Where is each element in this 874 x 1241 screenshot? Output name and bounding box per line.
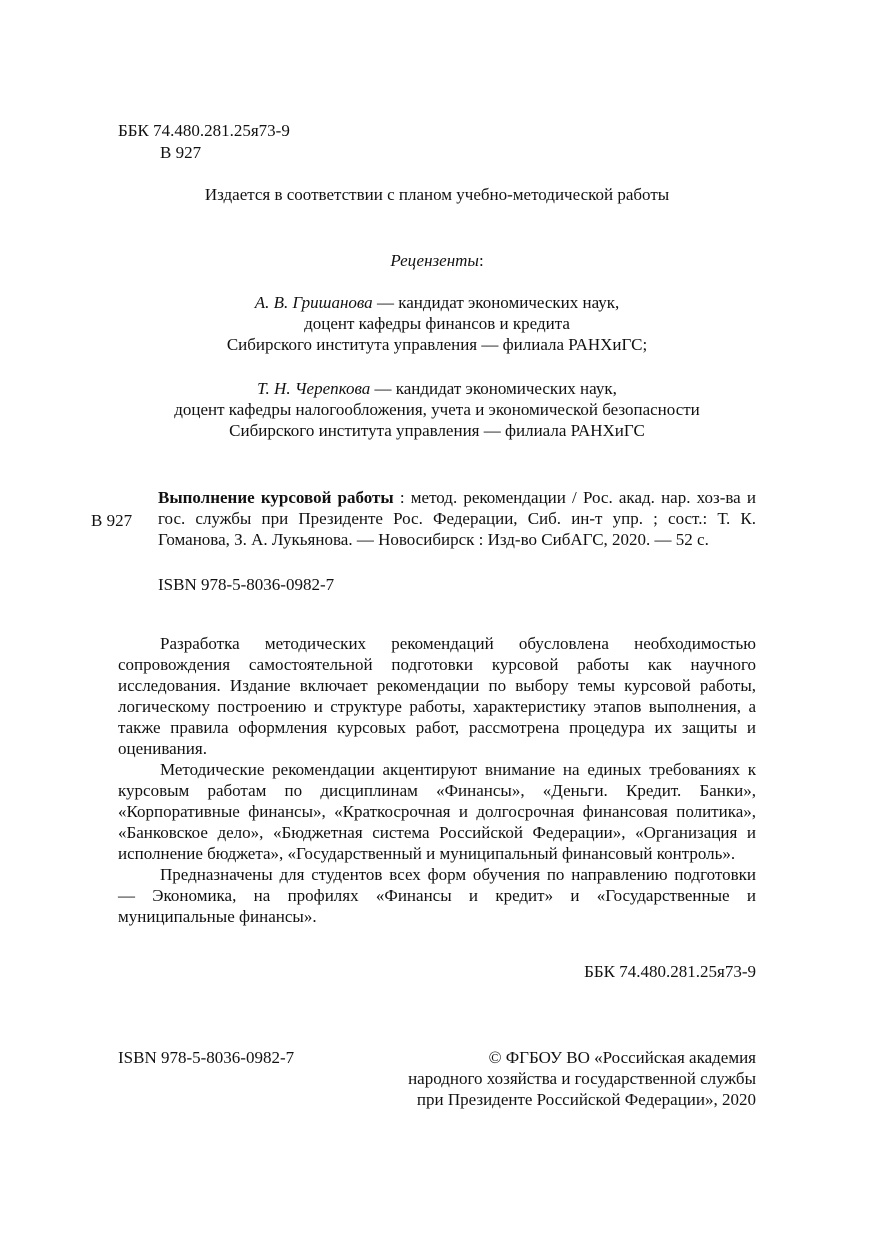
copyright-notice: [408, 1047, 756, 1110]
reviewer-1-position: доцент кафедры финансов и кредита: [304, 314, 570, 333]
copyright-line-3: при Президенте Российской Федерации», 2020: [416, 1090, 756, 1109]
reviewers-title-colon: :: [478, 251, 484, 270]
abstract: [118, 633, 756, 927]
bibliographic-description: : метод. рекомендации / Рос. акад. нар. хоз-ва и гос. службы при Президенте Рос. Федерации, Сиб. ин-т упр. ; сост.: Т. К. Гоманова, З. А. Лукьянова. — Новосибирск : Изд-во СибАГС, 2020. — 52 с.: [158, 488, 756, 549]
abstract-paragraph-1: Разработка методических рекомендаций обусловлена необходимостью сопровождения самостоятельной подготовки курсовой работы как научного исследования. Издание включает рекомендации по выбору темы курсовой работы, логическому построению и структуре работы, характеристику этапов выполнения, а также правила оформления курсовых работ, рассмотрена процедура их защиты и оценивания.: [118, 634, 756, 758]
reviewer-2-name: Т. Н. Черепкова: [257, 379, 371, 398]
reviewer-1-name: А. В. Гришанова: [254, 293, 373, 312]
reviewer-2-institution: Сибирского института управления — филиала РАНХиГС: [229, 421, 645, 440]
abstract-bbk: ББК 74.480.281.25я73-9: [584, 962, 756, 981]
footer-isbn: ISBN 978-5-8036-0982-7: [118, 1048, 295, 1067]
reviewers-heading: [0, 250, 874, 271]
abstract-paragraph-2: Методические рекомендации акцентируют внимание на единых требованиях к курсовым работам по дисциплинам «Финансы», «Деньги. Кредит. Банки», «Корпоративные финансы», «Краткосрочная и долгосрочная финансовая политика», «Банковское дело», «Бюджетная система Российской Федерации», «Организация и исполнение бюджета», «Государственный и муниципальный финансовый контроль».: [118, 760, 756, 863]
book-title: Выполнение курсовой работы: [158, 488, 394, 507]
reviewer-1-line1: [118, 292, 756, 313]
author-code: В 927: [160, 143, 202, 162]
reviewers-title: Рецензенты: [390, 251, 479, 270]
reviewer-2-degree: — кандидат экономических наук,: [370, 379, 617, 398]
bibliographic-record: [158, 487, 756, 550]
reviewer-2-line1: [118, 378, 756, 399]
bibliographic-isbn: ISBN 978-5-8036-0982-7: [158, 575, 335, 594]
copyright-line-1: © ФГБОУ ВО «Российская академия: [488, 1048, 756, 1067]
abstract-paragraph-3: Предназначены для студентов всех форм обучения по направлению подготовки — Экономика, на профилях «Финансы и кредит» и «Государственные и муниципальные финансы».: [118, 865, 756, 926]
bibliographic-code: В 927: [91, 511, 133, 530]
reviewer-1-institution: Сибирского института управления — филиала РАНХиГС;: [226, 335, 648, 354]
bbk-index: ББК 74.480.281.25я73-9: [118, 121, 290, 140]
copyright-line-2: народного хозяйства и государственной службы: [408, 1069, 756, 1088]
published-note: Издается в соответствии с планом учебно-методической работы: [204, 185, 670, 204]
reviewer-1-degree: — кандидат экономических наук,: [372, 293, 620, 312]
reviewer-2: [118, 378, 756, 441]
reviewer-1: [118, 292, 756, 355]
reviewer-2-position: доцент кафедры налогообложения, учета и экономической безопасности: [174, 400, 700, 419]
